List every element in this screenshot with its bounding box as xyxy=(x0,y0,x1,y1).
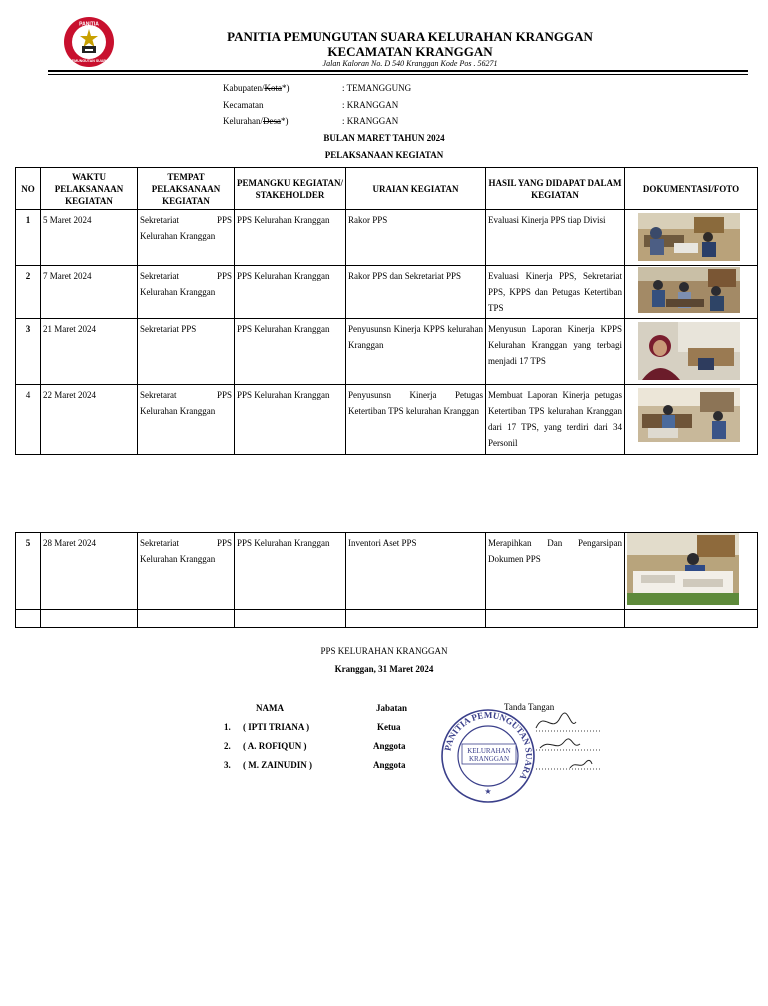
stamp-center-line1: KELURAHAN xyxy=(467,747,511,755)
svg-text:★: ★ xyxy=(484,787,492,796)
row-hasil: Evaluasi Kinerja PPS, Sekretariat PPS, KPPS dan Petugas Ketertiban TPS xyxy=(486,266,625,319)
empty-cell xyxy=(41,610,138,628)
address: Jalan Kaloran No. D 540 Kranggan Kode Pos . 56271 xyxy=(322,59,498,68)
header-no: NO xyxy=(16,168,41,210)
kabupaten-label xyxy=(223,83,289,93)
header-uraian: URAIAN KEGIATAN xyxy=(346,168,486,210)
row-tempat: Sekretariat PPS Kelurahan Kranggan xyxy=(138,266,235,319)
row-pemangku: PPS Kelurahan Kranggan xyxy=(235,385,346,455)
signer-name: ( IPTI TRIANA ) xyxy=(243,722,310,732)
header-rule-thin xyxy=(48,74,748,75)
kabupaten-value: : TEMANGGUNG xyxy=(342,83,412,93)
row-tempat: Sekretariat PPS xyxy=(138,319,235,385)
signer-role: Anggota xyxy=(373,741,406,751)
footer-org: PPS KELURAHAN KRANGGAN xyxy=(320,646,448,656)
row-waktu: 28 Maret 2024 xyxy=(41,533,138,610)
header-hasil: HASIL YANG DIDAPAT DALAM KEGIATAN xyxy=(486,168,625,210)
row-waktu: 21 Maret 2024 xyxy=(41,319,138,385)
row-waktu: 7 Maret 2024 xyxy=(41,266,138,319)
empty-cell xyxy=(346,610,486,628)
empty-cell xyxy=(138,610,235,628)
signer-name: ( A. ROFIQUN ) xyxy=(243,741,307,751)
col-ttd: Tanda Tangan xyxy=(504,702,555,712)
header-dokumentasi: DOKUMENTASI/FOTO xyxy=(625,168,758,210)
documentation-photo-5 xyxy=(627,533,739,605)
row-no: 3 xyxy=(16,319,41,385)
kabupaten-label-suffix: *) xyxy=(281,83,290,93)
row-photo-cell xyxy=(625,385,758,455)
table-row xyxy=(16,533,758,610)
empty-cell xyxy=(235,610,346,628)
signer-num: 3. xyxy=(224,760,231,770)
row-waktu: 22 Maret 2024 xyxy=(41,385,138,455)
row-no: 1 xyxy=(16,210,41,266)
signer-num: 2. xyxy=(224,741,231,751)
row-photo-cell xyxy=(625,533,758,610)
table-row xyxy=(16,385,758,455)
empty-cell xyxy=(625,610,758,628)
title-line-2: KECAMATAN KRANGGAN xyxy=(327,44,493,59)
table-row xyxy=(16,319,758,385)
signer-role: Ketua xyxy=(377,722,401,732)
documentation-photo-1 xyxy=(638,213,740,261)
row-tempat: Sekretariat PPS Kelurahan Kranggan xyxy=(138,210,235,266)
row-no: 5 xyxy=(16,533,41,610)
activity-table xyxy=(15,167,758,455)
official-stamp xyxy=(440,700,610,805)
col-nama: NAMA xyxy=(256,703,284,713)
logo-text-top: PANITIA xyxy=(79,21,99,28)
kpu-logo xyxy=(63,16,115,68)
subtitle-activity: PELAKSANAAN KEGIATAN xyxy=(324,150,444,160)
subtitle-month: BULAN MARET TAHUN 2024 xyxy=(323,133,445,143)
row-tempat: Sekretariat PPS Kelurahan Kranggan xyxy=(138,533,235,610)
kelurahan-value: : KRANGGAN xyxy=(342,116,399,126)
row-uraian: Rakor PPS dan Sekretariat PPS xyxy=(346,266,486,319)
header-tempat: TEMPAT PELAKSANAAN KEGIATAN xyxy=(138,168,235,210)
empty-cell xyxy=(486,610,625,628)
documentation-photo-2 xyxy=(638,267,740,313)
row-hasil: Evaluasi Kinerja PPS tiap Divisi xyxy=(486,210,625,266)
kelurahan-label-prefix: Kelurahan/ xyxy=(223,116,263,126)
kelurahan-label-suffix: *) xyxy=(280,116,289,126)
kecamatan-value: : KRANGGAN xyxy=(342,100,399,110)
footer-place-date: Kranggan, 31 Maret 2024 xyxy=(334,664,434,674)
stamp-ring-text: PANITIA PEMUNGUTAN SUARA xyxy=(442,709,535,782)
row-pemangku: PPS Kelurahan Kranggan xyxy=(235,533,346,610)
header-waktu: WAKTU PELAKSANAAN KEGIATAN xyxy=(41,168,138,210)
kabupaten-label-prefix: Kabupaten/ xyxy=(223,83,265,93)
row-uraian: Rakor PPS xyxy=(346,210,486,266)
row-pemangku: PPS Kelurahan Kranggan xyxy=(235,266,346,319)
row-photo-cell xyxy=(625,266,758,319)
row-uraian: Inventori Aset PPS xyxy=(346,533,486,610)
activity-table-continued xyxy=(15,532,758,628)
table-row xyxy=(16,266,758,319)
kecamatan-label: Kecamatan xyxy=(223,100,264,110)
row-uraian: Penyusunsn Kinerja KPPS kelurahan Kranggan xyxy=(346,319,486,385)
row-hasil: Membuat Laporan Kinerja petugas Ketertiban TPS kelurahan Kranggan dari 17 TPS, yang terdiri dari 34 Personil xyxy=(486,385,625,455)
row-pemangku: PPS Kelurahan Kranggan xyxy=(235,210,346,266)
documentation-photo-3 xyxy=(638,322,740,380)
table-empty-row xyxy=(16,610,758,628)
empty-cell xyxy=(16,610,41,628)
row-photo-cell xyxy=(625,210,758,266)
header-pemangku: PEMANGKU KEGIATAN/ STAKEHOLDER xyxy=(235,168,346,210)
table-row xyxy=(16,210,758,266)
row-hasil: Merapihkan Dan Pengarsipan Dokumen PPS xyxy=(486,533,625,610)
kelurahan-label-struck: Desa xyxy=(262,116,281,126)
row-waktu: 5 Maret 2024 xyxy=(41,210,138,266)
row-photo-cell xyxy=(625,319,758,385)
title-line-1: PANITIA PEMUNGUTAN SUARA KELURAHAN KRANGGAN xyxy=(227,29,593,44)
row-uraian: Penyusunsn Kinerja Petugas Ketertiban TPS kelurahan Kranggan xyxy=(346,385,486,455)
row-hasil: Menyusun Laporan Kinerja KPPS Kelurahan Kranggan yang terbagi menjadi 17 TPS xyxy=(486,319,625,385)
stamp-center-line2: KRANGGAN xyxy=(468,755,510,763)
row-pemangku: PPS Kelurahan Kranggan xyxy=(235,319,346,385)
kabupaten-label-struck: Kota xyxy=(264,83,282,93)
row-no: 2 xyxy=(16,266,41,319)
signer-role: Anggota xyxy=(373,760,406,770)
header-rule-thick xyxy=(48,70,748,72)
row-tempat: Sekretarat PPS Kelurahan Kranggan xyxy=(138,385,235,455)
col-jabatan: Jabatan xyxy=(376,703,408,713)
signer-num: 1. xyxy=(224,722,231,732)
documentation-photo-4 xyxy=(638,388,740,442)
row-no: 4 xyxy=(16,385,41,455)
logo-text-bottom: PEMUNGUTAN SUARA xyxy=(69,59,109,63)
table-header-row xyxy=(16,168,758,210)
signer-name: ( M. ZAINUDIN ) xyxy=(243,760,312,770)
kelurahan-label xyxy=(223,116,288,126)
